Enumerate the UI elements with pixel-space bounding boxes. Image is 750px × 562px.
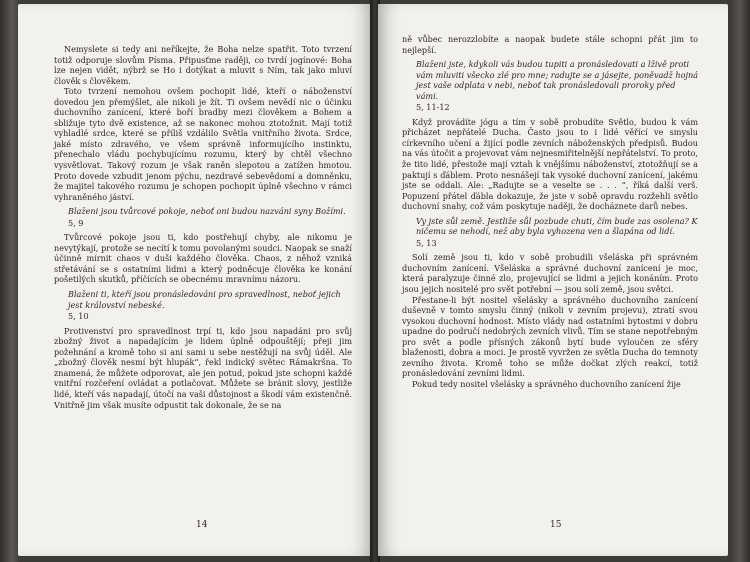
scripture-quote [416,59,698,113]
paragraph: ně vůbec nerozzlobíte a naopak budete stále schopni přát jim to nejlepší. [402,34,698,55]
paragraph: Nemyslete si tedy ani neříkejte, že Boha nelze spatřit. Toto tvrzení totiž odporuje slovům Písma. Připusťme raději, co tvrdí jogínové: Boha lze nejen vidět, nýbrž se Ho i dotýkat a mluvit s Ním, tak jako mluví člověk s člověkem. [54,44,352,86]
paragraph: Tvůrcové pokoje jsou ti, kdo postřehují chyby, ale nikomu je nevytýkají, protože se necítí k tomu povolanými soudci. Naopak se snaží účinně mírnit chaos v duši každého člověka. Chaos, z něhož vzniká střetávání se s ostatními lidmi a který podněcuje člověka ke konání pošetilých skutků, příčících se obecnému mravnímu názoru. [54,232,352,285]
paragraph: Toto tvrzení nemohou ovšem pochopit lidé, kteří o náboženství dovedou jen přemýšlet, ale nikoli je žít. Ti ovšem nevědí nic o účinku duchovního zanícení, které boří bradby mezi člověkem a Bohem a sbližuje tyto dvě existence, až se nakonec mohou ztotožnit. Mají totiž vyhladlé srdce, které se příliš vzdálilo Světla vnitřního života. Srdce, jaké místo zdravého, ve všem správně informujícího instinktu, přenechalo vládu pochybujícímu rozumu, který by chtěl všechno vysvětlovat. Takový rozum je však raněn slepotou a zatížen hmotou. Proto dovede vzbudit jenom pýchu, nezdravé sebevědomí a domněnku, že majitel takového rozumu je schopen pochopit úplně všechno v rámci vyhraněného jáství. [54,86,352,202]
quote-text: Blaženi ti, kteří jsou pronásledováni pro spravedlnost, neboť jejich jest království nebeské. [68,289,341,310]
page-number: 14 [196,520,208,530]
left-page [18,4,372,556]
paragraph: Když provádíte jógu a tím v sobě probudíte Světlo, budou k vám přicházet nepřátelé Ducha. Často jsou to i lidé věřící ve smyslu církevního učení a žijící podle zevních náboženských předpisů. Budou na vás útočit a projevovat vám nejnesmiřitelnější nepřátelství. To proto, že tito lidé, přestože mají vztah k vnějšímu náboženství, ztotožňují se a paktují s ďáblem. Proto nesnášejí tak vysoké duchovní zanícení, jakému jste se oddali. Ale: „Radujte se a veselte se . . . “, říká další verš. Popuzení přátel ďábla dokazuje, že jste v sobě opravdu rozžehli světlo duchovní snahy, což vám poskytuje naději, že docháznete darů nebes. [402,116,698,212]
quote-reference: 5, 11-12 [416,102,450,113]
scripture-quote [68,289,352,322]
quote-reference: 5, 9 [68,217,84,228]
quote-reference: 5, 13 [416,237,437,248]
quote-reference: 5, 10 [68,311,89,322]
left-page-text [54,44,352,410]
paragraph: Pokud tedy nositel všelásky a správného duchovního zanícení žije [412,378,681,389]
paragraph: Solí země jsou ti, kdo v sobě probudili všeláska při správném duchovním zanícení. Všeláska a správné duchovní zanícení je moc, která paralyzuje činné zlo, projevující se lidmi a jejich konáním. Proto jsou jejich nositelé pro svět potřební — jsou solí země, jsou světci. [402,252,698,295]
right-page-text [402,34,698,390]
quote-text: Blaženi jste, kdykoli vás budou tupiti a pronásledovati a lživě proti vám mluviti všecko zlé pro mne; radujte se a jásejte, poněvadž hojná jest vaše odplata v nebi, neboť tak pronásledovali proroky před vámi. [416,59,698,101]
page-number: 15 [550,520,562,530]
scripture-quote [68,206,352,228]
scripture-quote [416,216,698,249]
quote-text: Vy jste sůl země. Jestliže sůl pozbude chuti, čím bude zas osolena? K ničemu se nehodí, než aby byla vyhozena ven a šlapána od lidí. [416,215,698,237]
quote-text: Blaženi jsou tvůrcové pokoje, neboť oni budou nazváni syny Božími. [68,206,346,217]
right-page [378,4,728,556]
paragraph: Přestane-li být nositel všelásky a správného duchovního zanícení duševně v tomto smyslu činný (nikoli v zevním projevu), ztratí svou vysokou duchovní hodnost. Místo vlády nad ostatními bytostmi v dobru upadne do područí nedobrých zevních vlivů. Tím se stane nepotřebným pro svět a podle přísných zákonů bytí bude vyloučen ze sféry blaženosti, dobra a moci. Je prostě vyvržen ze světla Ducha do temnoty zevního života. Kromě toho se může dočkat zlých reakcí, totiž pronásledování zevními lidmi. [402,294,698,379]
paragraph: Protivenství pro spravedlnost trpí ti, kdo jsou napadáni pro svůj zbožný život a napadajícím je lidem úplně odpouštějí; přeji jim požehnání a kromě toho si ani sami u sebe nestěžují na svůj úděl. Ale „zbožný člověk nesmí být hlupák“, řekl indický světec Rámakršna. To znamená, že můžete odporovat, ale jen potud, pokud jste schopni každé vnitřní rozčeření ovládat a potlačovat. Můžete se bránit slovy, jestliže lidé, kteří vás napadají, útočí na vaši důstojnost a škodí vám existenčně. Vnitřně jim však musíte odpustit tak dokonale, že se na [54,325,352,410]
